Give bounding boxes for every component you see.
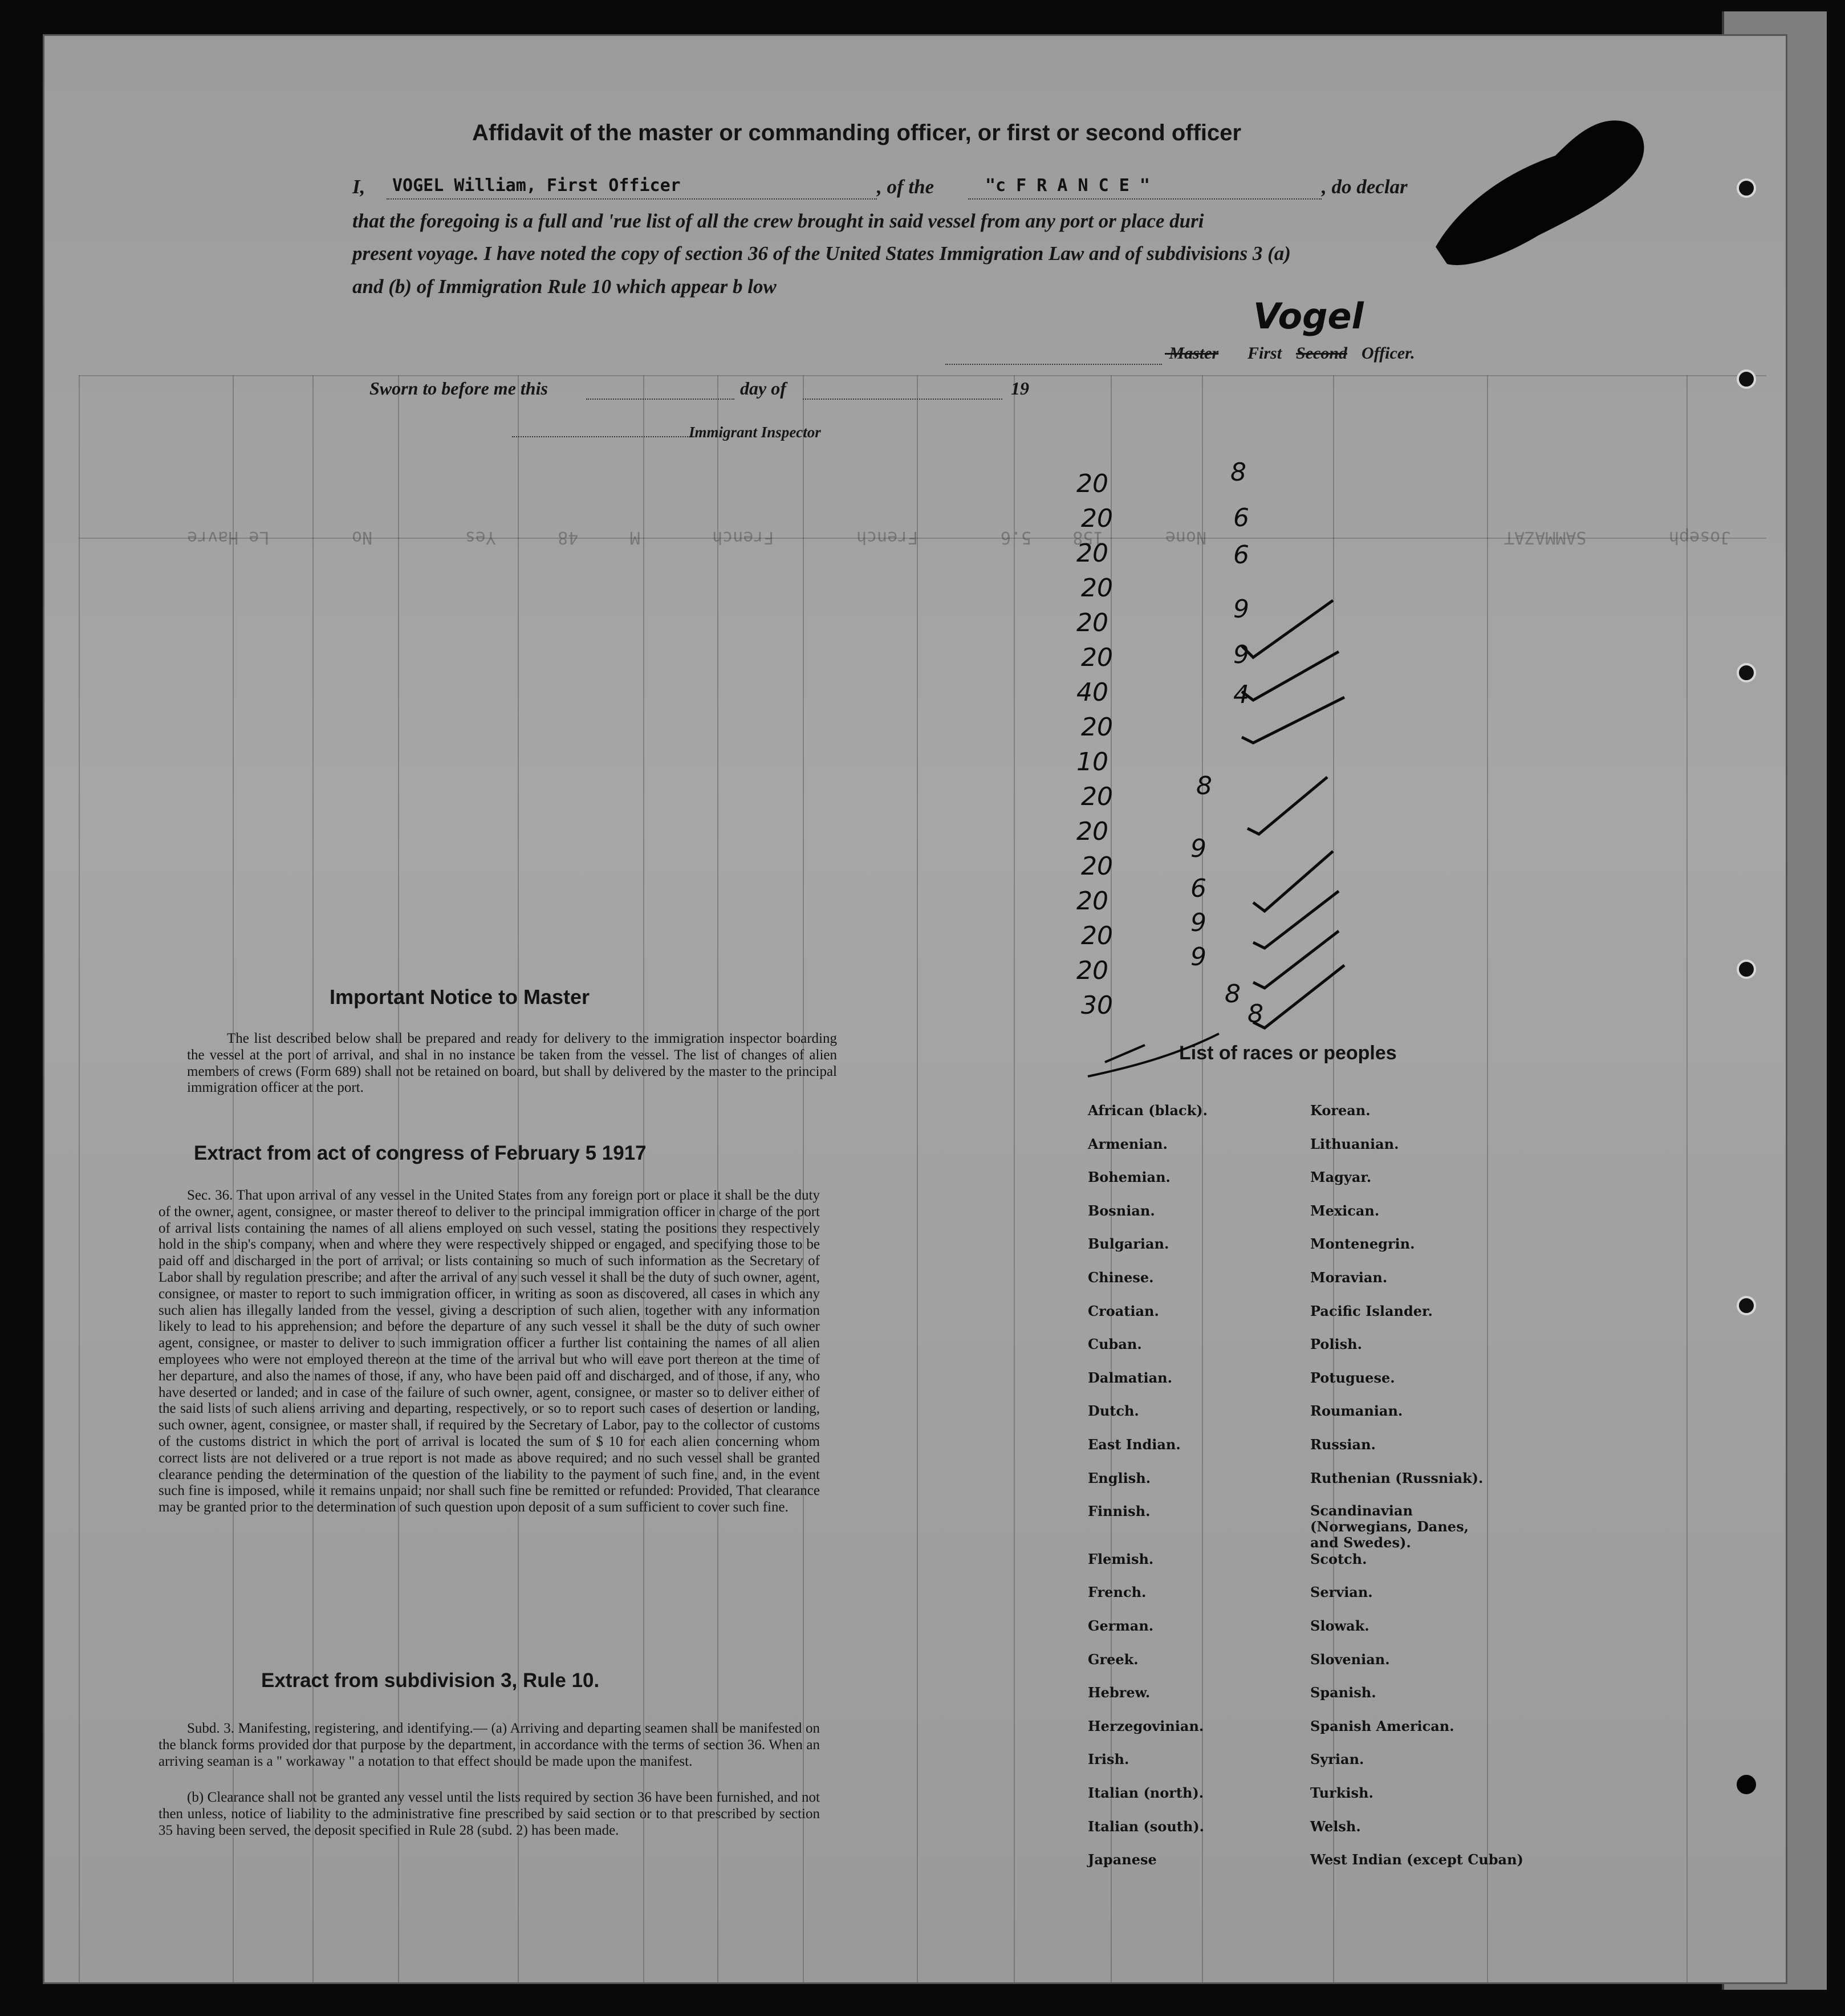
tally-note: 6 xyxy=(1233,540,1249,570)
of-the-label: , of the xyxy=(877,176,934,198)
race-right-item: Montenegrin. xyxy=(1310,1235,1415,1253)
race-right-item: Lithuanian. xyxy=(1310,1135,1399,1152)
race-right-item: Moravian. xyxy=(1310,1269,1388,1286)
race-left-item: African (black). xyxy=(1088,1102,1208,1119)
race-left-item: French. xyxy=(1088,1584,1147,1601)
strike-mark xyxy=(1082,1022,1230,1091)
extract-rule-para-2: (b) Clearance shall not be granted any vessel until the lists required by section 36 have been furnished, and not then unless, notice of liability to the administrative fine prescribed by said section or to that prescribed by section 35 having been served, the deposit specified in Rule 28 (subd. 2) has been made. xyxy=(159,1790,820,1838)
declare-label: , do declar xyxy=(1322,176,1408,198)
race-left-item: Irish. xyxy=(1088,1751,1129,1768)
race-left-item: Finnish. xyxy=(1088,1503,1151,1520)
bleed-text: None 158 5.6 French French M 48 Yes No Le Havre xyxy=(187,527,1207,547)
struck-second-label: Second xyxy=(1296,344,1347,363)
wage-note: 20 xyxy=(1076,817,1108,846)
race-left-item: German. xyxy=(1088,1617,1154,1634)
tally-note: 9 xyxy=(1233,640,1249,669)
manifest-page xyxy=(43,34,1787,1984)
race-right-item: Pacific Islander. xyxy=(1310,1302,1433,1319)
race-left-item: Japanese xyxy=(1088,1851,1157,1868)
race-right-item: Polish. xyxy=(1310,1336,1362,1353)
wage-note: 30 xyxy=(1081,991,1113,1020)
affidavit-line-3: present voyage. I have noted the copy of section 36 of the United States Immigration Law and of subdivisions 3 (a) xyxy=(352,242,1291,265)
race-left-item: East Indian. xyxy=(1088,1436,1181,1453)
wage-note: 20 xyxy=(1081,643,1113,672)
tally-note: 9 xyxy=(1233,595,1249,624)
wage-note: 20 xyxy=(1076,956,1108,985)
race-right-item: Welsh. xyxy=(1310,1818,1361,1835)
wage-note: 20 xyxy=(1076,887,1108,916)
race-right-item: Syrian. xyxy=(1310,1751,1364,1768)
race-right-item: Potuguese. xyxy=(1310,1369,1395,1386)
vessel-name: "c F R A N C E " xyxy=(985,176,1150,196)
race-left-item: Herzegovinian. xyxy=(1088,1717,1204,1734)
signature-line xyxy=(945,364,1162,365)
wage-note: 20 xyxy=(1081,504,1113,533)
bleed-row xyxy=(79,375,1766,376)
race-left-item: Croatian. xyxy=(1088,1302,1159,1319)
binder-hole xyxy=(1737,178,1756,198)
race-right-item: West Indian (except Cuban) xyxy=(1310,1851,1523,1868)
year-label: 19 xyxy=(1011,378,1029,399)
race-left-item: Greek. xyxy=(1088,1651,1139,1668)
race-right-item: Mexican. xyxy=(1310,1202,1380,1219)
race-right-item: Ruthenian (Russniak). xyxy=(1310,1469,1484,1486)
inspector-label: Immigrant Inspector xyxy=(689,424,821,441)
race-left-item: Italian (north). xyxy=(1088,1785,1204,1801)
wage-note: 20 xyxy=(1081,921,1113,950)
race-right-item: Slowak. xyxy=(1310,1617,1369,1634)
wage-note: 20 xyxy=(1076,539,1108,568)
bleed-column xyxy=(1487,375,1488,1983)
wage-note: 20 xyxy=(1081,852,1113,881)
race-left-item: Italian (south). xyxy=(1088,1818,1205,1835)
tally-note: 8 xyxy=(1196,771,1212,800)
notice-title: Important Notice to Master xyxy=(330,985,590,1009)
bleed-column xyxy=(1014,375,1015,1983)
tally-note: 6 xyxy=(1190,874,1206,903)
day-of-label: day of xyxy=(740,378,786,399)
binder-hole xyxy=(1737,663,1756,682)
affidavit-title: Affidavit of the master or commanding officer, or first or second officer xyxy=(472,120,1242,145)
tally-note: 9 xyxy=(1190,834,1206,863)
bleed-column xyxy=(79,375,80,1983)
race-right-item: Spanish American. xyxy=(1310,1717,1454,1734)
affidavit-line-4: and (b) of Immigration Rule 10 which appear b low xyxy=(352,275,777,298)
sworn-label: Sworn to before me this xyxy=(369,378,548,399)
wage-note: 20 xyxy=(1081,782,1113,811)
wage-note: 20 xyxy=(1076,608,1108,637)
bleed-column xyxy=(917,375,918,1983)
tally-note: 8 xyxy=(1247,999,1263,1029)
race-right-item: Servian. xyxy=(1310,1584,1373,1601)
race-right-item: Spanish. xyxy=(1310,1684,1376,1701)
inspector-line xyxy=(512,436,694,437)
race-right-item: Russian. xyxy=(1310,1436,1376,1453)
race-right-item: Slovenian. xyxy=(1310,1651,1390,1668)
race-left-item: Armenian. xyxy=(1088,1135,1168,1152)
binder-hole xyxy=(1737,1775,1756,1794)
tally-note: 6 xyxy=(1233,503,1249,533)
extract-act-body: Sec. 36. That upon arrival of any vessel in the United States from any foreign port or place it shall be the duty of the owner, agent, consignee, or master thereof to deliver to the principal immigration officer in charge of the port of arrival lists containing the names of all aliens employed on such vessel, stating the positions they respectively hold in the ship's company, when and where they were respectively shipped or engaged, and specifying those to be paid off and discharged in the port of arrival; or lists containing so much of such information as the Secretary of Labor shall by regulation prescribe; and after the arrival of any such vessel it shall be the duty of such owner, agent, consignee, or master to report to such immigration officer, in writing as soon as discovered, all cases in which any such alien has illegally landed from the vessel, giving a description of such alien, together with any information likely to lead to his apprehension; and before the departure of any such vessel it shall be the duty of such owner agent, consignee, or master to deliver to such immigration officer a further list containing the names of all alien employees who were not employed thereon at the time of the arrival but who will eave port thereon at the time of her departure, and also the names of those, if any, who have been paid off and discharged, and of those, if any, who have deserted or landed; and in case of the failure of such owner, agent, consignee, or master so to deliver either of the said lists of such aliens arriving and departing, respectively, or so to report such cases of desertion or landing, such owner, agent, consignee, or master shall, if required by the Secretary of Labor, pay to the collector of customs of the customs district in which the port of arrival is located the sum of $ 10 for each alien concerning whom correct lists are not delivered or a true report is not made as above required; and no such vessel shall be granted clearance pending the determination of the question of the liability to the payment of such fine, and, in the event such fine is imposed, while it remains unpaid; nor shall such fine be remitted or refunded: Provided, That clearance may be granted prior to the determination of such question upon deposit of a sum sufficient to cover such fine. xyxy=(159,1188,820,1515)
extract-rule-title: Extract from subdivision 3, Rule 10. xyxy=(261,1669,600,1692)
race-left-item: Bosnian. xyxy=(1088,1202,1155,1219)
tally-note: 8 xyxy=(1230,458,1246,487)
race-left-item: Bulgarian. xyxy=(1088,1235,1169,1253)
bleed-column xyxy=(1202,375,1203,1983)
race-left-item: English. xyxy=(1088,1469,1151,1486)
tally-note: 4 xyxy=(1233,680,1249,709)
race-left-item: Hebrew. xyxy=(1088,1684,1151,1701)
affidavit-line-2: that the foregoing is a full and 'rue list of all the crew brought in said vessel from any port or place duri xyxy=(352,210,1204,232)
sworn-month-line xyxy=(803,399,1002,400)
binder-hole xyxy=(1737,369,1756,389)
officer-name-line xyxy=(387,198,877,200)
tally-note: 8 xyxy=(1225,979,1241,1009)
race-right-item: Turkish. xyxy=(1310,1785,1373,1801)
bleed-text: Joseph SAMMAZAT xyxy=(1504,527,1731,547)
race-left-item: Dutch. xyxy=(1088,1403,1139,1420)
binder-hole xyxy=(1737,960,1756,979)
tally-note: 9 xyxy=(1190,908,1206,937)
race-right-item: Scotch. xyxy=(1310,1550,1367,1567)
officer-label: First xyxy=(1247,344,1282,363)
race-right-item: Korean. xyxy=(1310,1102,1371,1119)
race-right-item: Magyar. xyxy=(1310,1169,1372,1186)
vessel-name-line xyxy=(968,198,1322,200)
race-left-item: Flemish. xyxy=(1088,1550,1154,1567)
race-left-item: Dalmatian. xyxy=(1088,1369,1172,1386)
notice-body: The list described below shall be prepared and ready for delivery to the immigration inspector boarding the vessel at the port of arrival, and shal in no instance be taken from the vessel. The list of changes of alien members of crews (Form 689) shall not be retained on board, but shall by delivered by the master to the principal immigration officer at the port. xyxy=(187,1031,837,1096)
races-title: List of races or peoples xyxy=(1179,1042,1397,1064)
pronoun-label: I, xyxy=(352,176,365,198)
race-right-item: Roumanian. xyxy=(1310,1403,1403,1420)
binder-hole xyxy=(1737,1296,1756,1315)
check-marks xyxy=(1230,583,1362,1056)
extract-rule-para-1: Subd. 3. Manifesting, registering, and identifying.— (a) Arriving and departing seamen shall be manifested on the blanck forms provided dor that purpose by the department, in accordance with the terms of section 36. When an arriving seaman is a " workaway " a notation to that effect should be made upon the manifest. xyxy=(159,1721,820,1769)
wage-note: 20 xyxy=(1081,713,1113,742)
race-right-item: Scandinavian (Norwegians, Danes, and Swedes). xyxy=(1310,1502,1469,1551)
wage-note: 10 xyxy=(1076,747,1108,777)
bleed-column xyxy=(1686,375,1688,1983)
struck-master-label: Master xyxy=(1165,344,1219,363)
sworn-day-line xyxy=(586,399,734,400)
extract-act-title: Extract from act of congress of February 5 1917 xyxy=(194,1142,647,1164)
wage-note: 20 xyxy=(1076,469,1108,498)
tally-note: 9 xyxy=(1190,942,1206,972)
wage-note: 20 xyxy=(1081,574,1113,603)
wage-note: 40 xyxy=(1076,678,1108,707)
race-left-item: Cuban. xyxy=(1088,1336,1142,1353)
race-left-item: Chinese. xyxy=(1088,1269,1154,1286)
ink-blot xyxy=(1424,104,1664,275)
officer-signature: Vogel xyxy=(1253,295,1364,337)
officer-name: VOGEL William, First Officer xyxy=(392,176,681,196)
race-left-item: Bohemian. xyxy=(1088,1169,1171,1186)
officer-suffix: Officer. xyxy=(1362,344,1415,363)
